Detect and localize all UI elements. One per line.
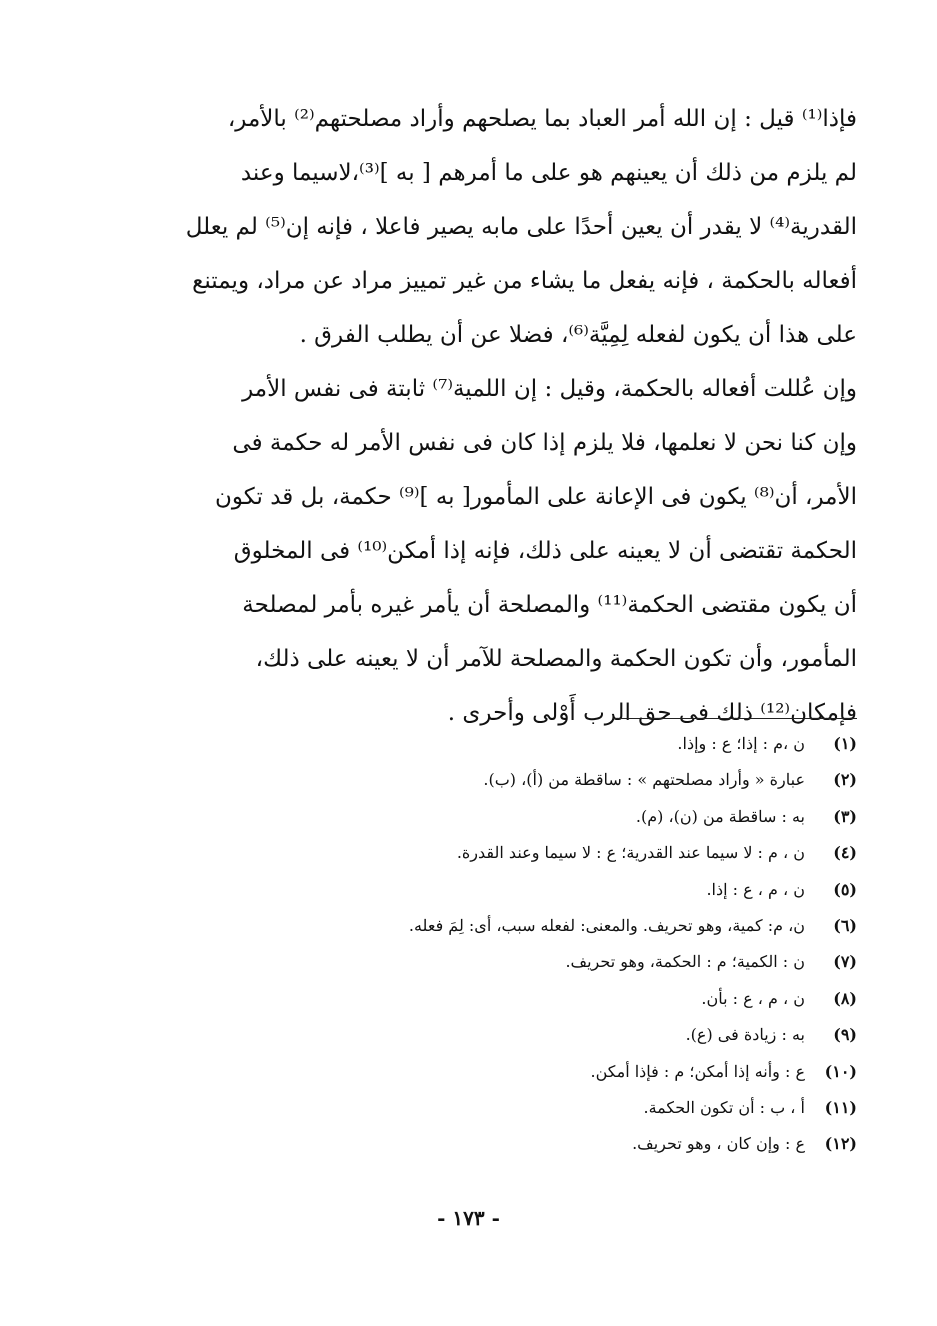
footnote-text: ن ، م : لا سيما عند القدرية؛ ع : لا سيما وعند القدرة.	[456, 843, 805, 863]
footnote	[151, 908, 857, 944]
footnote-text: ن، م: كمية، وهو تحريف. والمعنى: لفعله سبب، أى: لِمَ فعله.	[408, 915, 805, 935]
text-line: فإذا⁽¹⁾ قيل : إن الله أمر العباد بما يصلحهم وأراد مصلحتهم⁽²⁾ بالأمر،	[227, 106, 857, 132]
footnote-text: ع : وإن كان ، وهو تحريف.	[632, 1134, 805, 1154]
text-line: القدرية⁽⁴⁾ لا يقدر أن يعين أحدًا على مابه يصير فاعلا ، فإنه إن⁽⁵⁾ لم يعلل	[185, 214, 857, 240]
page-number: - ١٧٣ -	[437, 1206, 500, 1230]
footnote	[151, 1017, 857, 1053]
footnote-text: ع : وأنه إذا أمكن؛ م : فإذا أمكن.	[590, 1061, 805, 1081]
footnote	[151, 872, 857, 908]
text-line: أن يكون مقتضى الحكمة⁽¹¹⁾ والمصلحة أن يأمر غيره بأمر لمصلحة	[242, 592, 857, 618]
footnote-text: به : زيادة فى (ع).	[685, 1025, 805, 1045]
footnote-number: (٤)	[833, 843, 857, 863]
footnote	[151, 944, 857, 980]
footnote	[151, 835, 857, 871]
text-line: الحكمة تقتضى أن لا يعينه على ذلك، فإنه إذا أمكن⁽¹⁰⁾ فى المخلوق	[233, 538, 857, 564]
footnote-number: (٢)	[833, 770, 857, 790]
footnote-number: (٨)	[833, 988, 857, 1008]
footnote-number: (٩)	[833, 1025, 857, 1045]
footnote	[151, 762, 857, 798]
footnote-number: (٦)	[833, 915, 857, 935]
footnote-number: (١١)	[824, 1097, 857, 1117]
footnotes	[151, 726, 857, 1163]
footnote	[151, 799, 857, 835]
main-text	[151, 92, 857, 740]
text-line: المأمور، وأن تكون الحكمة والمصلحة للآمر أن لا يعينه على ذلك،	[255, 646, 857, 672]
footnote-text: ن ،م : إذا؛ ع : وإذا.	[677, 734, 805, 753]
footnote-number: (٥)	[833, 879, 857, 899]
footnote-number: (١٠)	[824, 1061, 857, 1081]
footnote-text: أ ، ب : أن تكون الحكمة.	[643, 1097, 805, 1117]
text-line: وإن عُللت أفعاله بالحكمة، وقيل : إن اللمية⁽⁷⁾ ثابتة فى نفس الأمر	[242, 376, 857, 402]
footnote-text: ن ، م ، ع : إذا.	[706, 879, 805, 899]
footnote	[151, 1054, 857, 1090]
footnote-number: (٣)	[833, 806, 857, 826]
text-line: فإمكان⁽¹²⁾ ذلك فى حق الرب أَوْلى وأحرى .	[447, 700, 857, 726]
footnote-text: عبارة « وأراد مصلحتهم » : ساقطة من (أ)، (ب).	[483, 770, 805, 790]
footnote	[151, 726, 857, 762]
footnote-number: (١)	[833, 734, 857, 753]
footnote-number: (١٢)	[824, 1134, 857, 1154]
text-line: أفعاله بالحكمة ، فإنه يفعل ما يشاء من غير تمييز مراد عن مراد، ويمتنع	[192, 268, 857, 294]
footnote-separator	[613, 718, 857, 719]
footnote	[151, 1090, 857, 1126]
text-line: وإن كنا نحن لا نعلمها، فلا يلزم إذا كان فى نفس الأمر له حكمة فى	[232, 430, 857, 456]
text-line: لم يلزم من ذلك أن يعينهم هو على ما أمرهم [ به ]⁽³⁾،لاسيما وعند	[240, 160, 857, 186]
footnote	[151, 1126, 857, 1162]
footnote-number: (٧)	[833, 952, 857, 972]
footnote-text: ن : الكمية؛ م : الحكمة، وهو تحريف.	[565, 952, 805, 972]
footnote-text: به : ساقطة من (ن)، (م).	[635, 806, 805, 826]
text-line: الأمر، أن⁽⁸⁾ يكون فى الإعانة على المأمور[ به ]⁽⁹⁾ حكمة، بل قد تكون	[215, 484, 857, 510]
footnote	[151, 981, 857, 1017]
text-line: على هذا أن يكون لفعله لِمِيَّة⁽⁶⁾، فضلا عن أن يطلب الفرق .	[299, 322, 857, 348]
footnote-text: ن ، م ، ع : بأن.	[701, 988, 805, 1008]
